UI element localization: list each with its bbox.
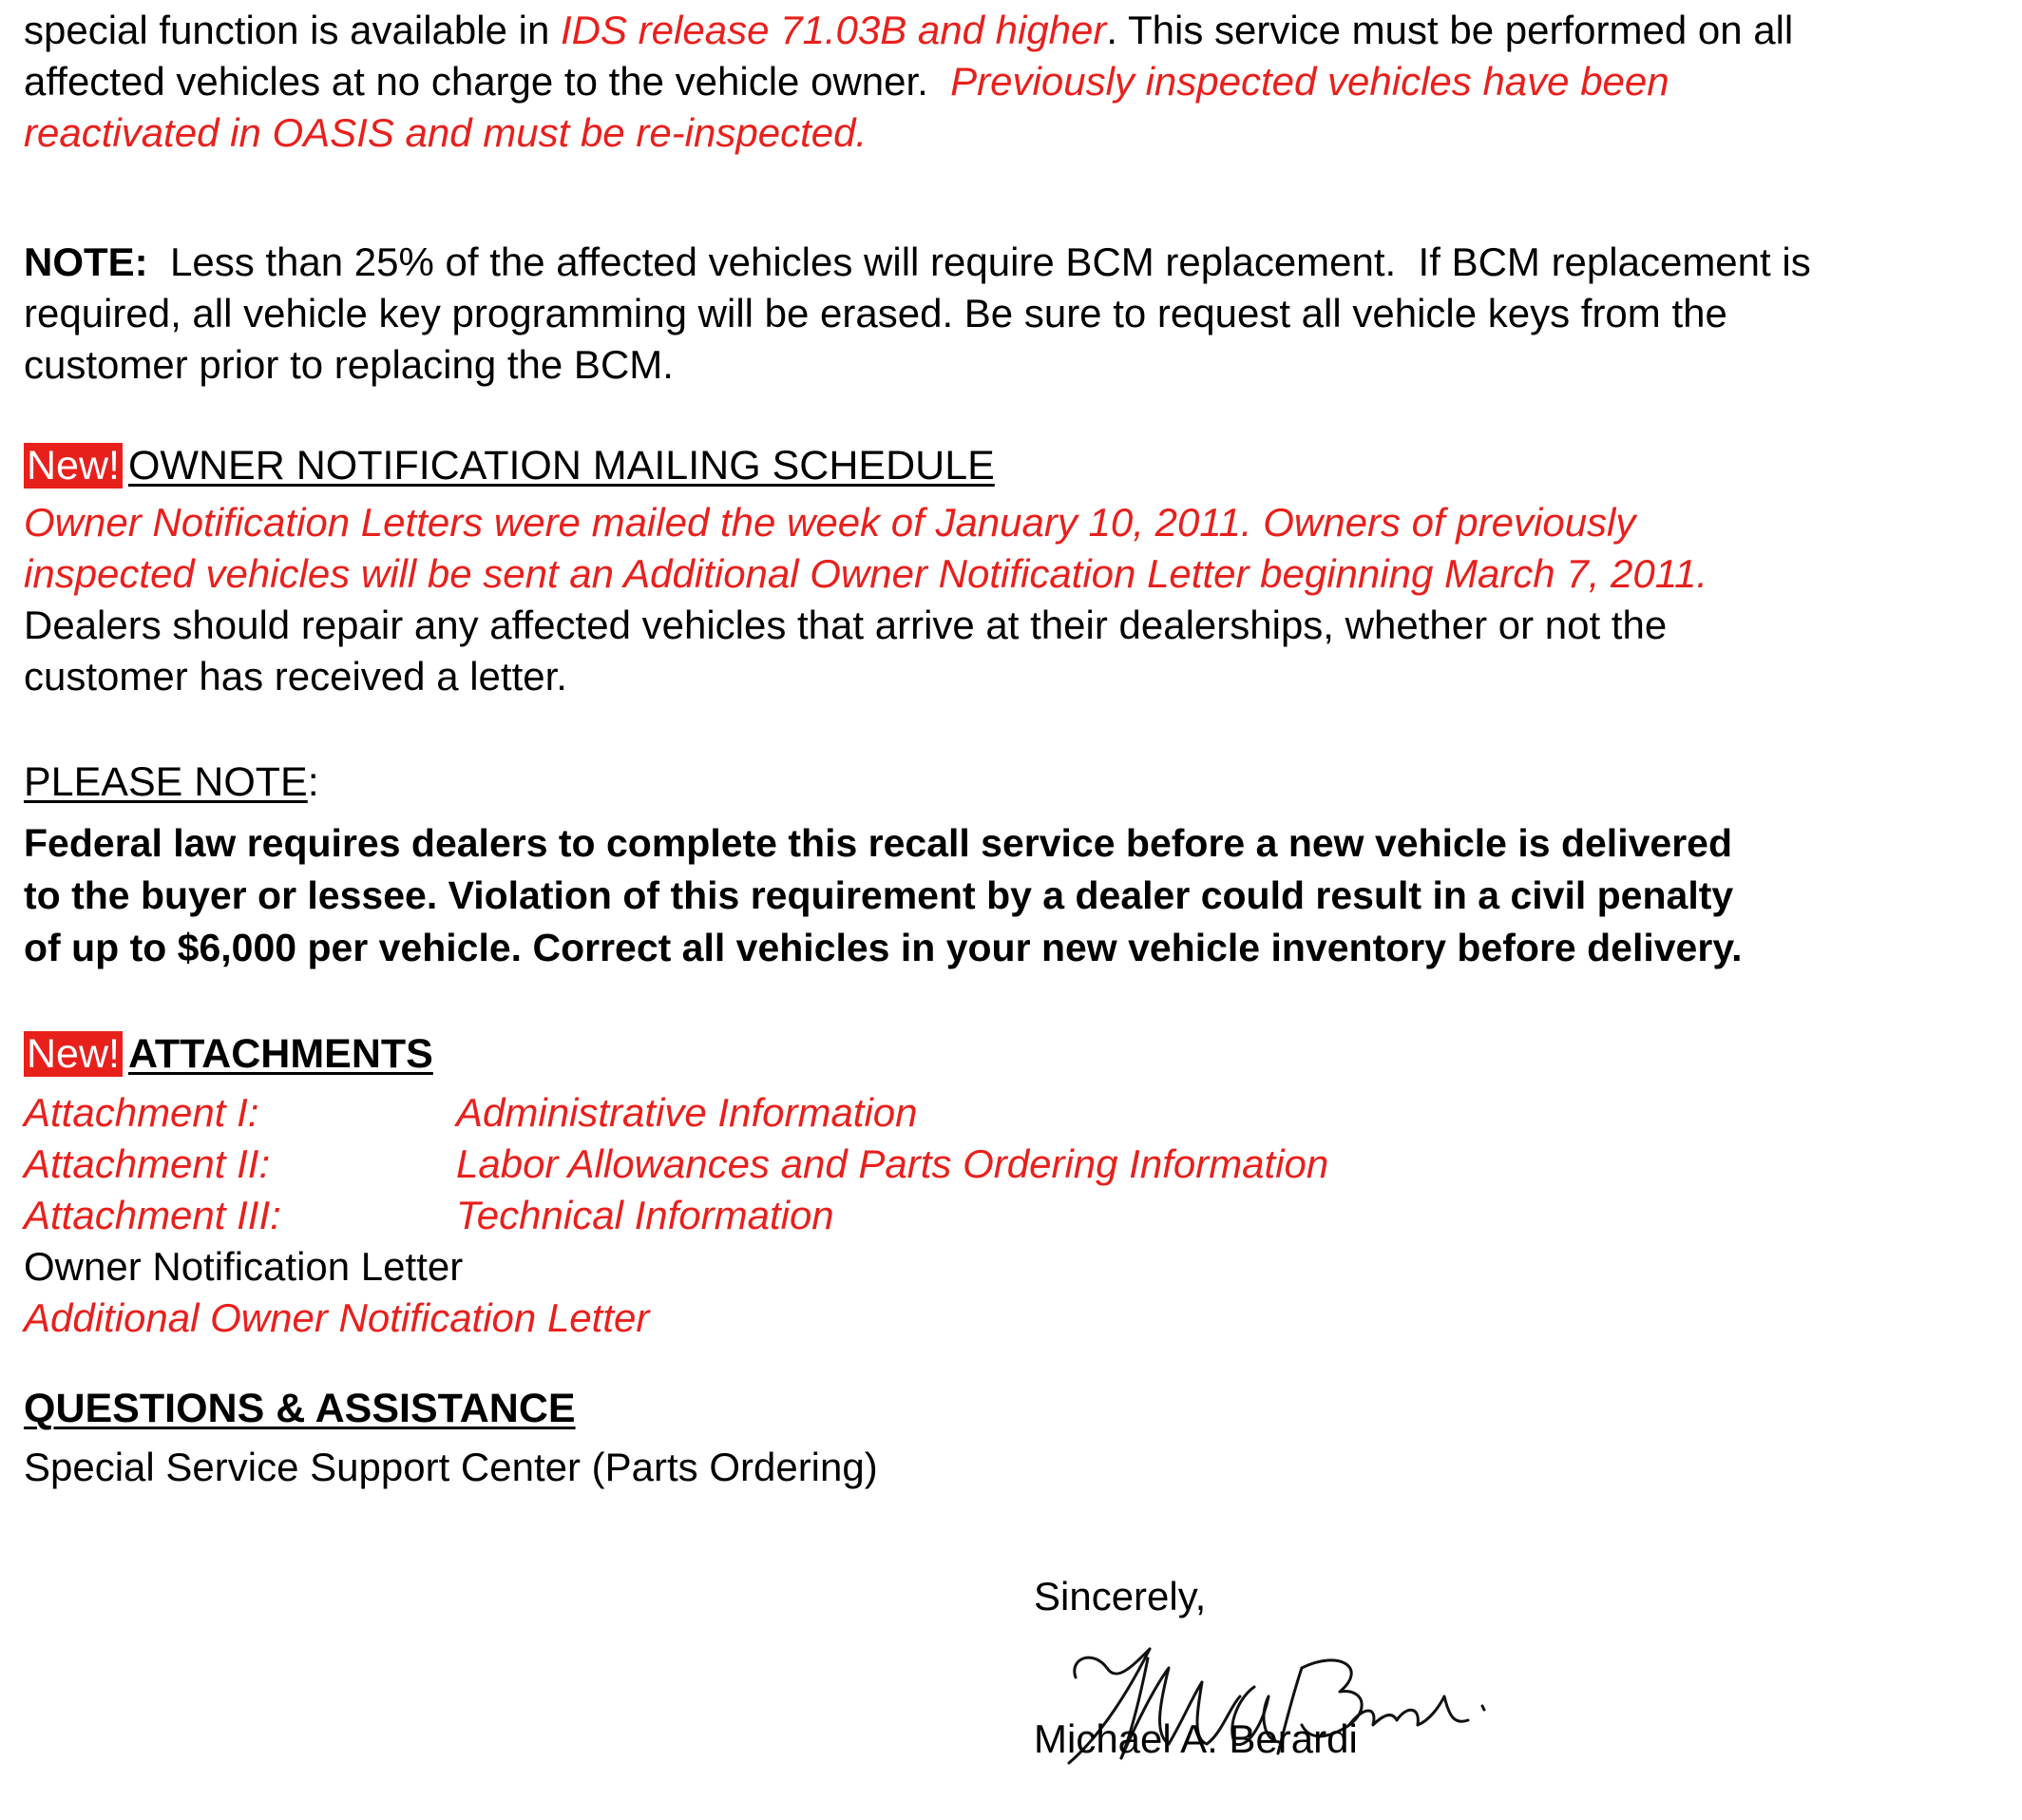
new-badge: New! <box>24 443 123 489</box>
new-badge: New! <box>24 1031 123 1077</box>
intro-text: special function is available in <box>24 8 561 52</box>
attachment-row <box>24 1190 1328 1241</box>
attachment-description: Administrative Information <box>456 1090 918 1135</box>
mailing-text: Dealers should repair any affected vehicles that arrive at their dealerships, whether or not the <box>24 603 1668 647</box>
legal-text: Federal law requires dealers to complete this recall service before a new vehicle is delivered <box>24 821 1732 865</box>
intro-paragraph <box>24 5 1793 159</box>
attachments-heading: ATTACHMENTS <box>127 1031 433 1077</box>
reactivated-notice: reactivated in OASIS and must be re-inspected. <box>24 110 868 155</box>
note-text: customer prior to replacing the BCM. <box>24 342 674 387</box>
additional-owner-letter-item: Additional Owner Notification Letter <box>24 1295 650 1340</box>
note-line-1 <box>24 237 1811 288</box>
reactivated-notice: Previously inspected vehicles have been <box>950 59 1669 104</box>
please-note-section <box>24 757 1742 974</box>
attachment-description: Technical Information <box>456 1193 834 1237</box>
ids-release-text: IDS release 71.03B and higher <box>561 8 1107 52</box>
mailing-schedule-heading: OWNER NOTIFICATION MAILING SCHEDULE <box>127 443 995 489</box>
attachment-row <box>24 1139 1328 1190</box>
mailing-date-text: Owner Notification Letters were mailed the week of January 10, 2011. Owners of previously <box>24 500 1636 545</box>
attachments-heading-row <box>24 1028 1328 1087</box>
note-text: Less than 25% of the affected vehicles will require BCM replacement. If BCM replacement is <box>147 239 1811 284</box>
mailing-schedule-section <box>24 440 1707 702</box>
owner-notification-letter-item: Owner Notification Letter <box>24 1244 464 1289</box>
please-note-heading: PLEASE NOTE <box>24 759 308 805</box>
note-paragraph <box>24 237 1811 391</box>
intro-text: affected vehicles at no charge to the vehicle owner. <box>24 59 951 104</box>
attachment-label: Attachment III: <box>24 1193 281 1237</box>
mailing-schedule-heading-row <box>24 440 1707 497</box>
attachments-section <box>24 1028 1328 1344</box>
please-note-heading-row <box>24 757 1742 817</box>
questions-section <box>24 1383 878 1493</box>
support-center-text: Special Service Support Center (Parts Ordering) <box>24 1445 878 1489</box>
please-note-colon: : <box>307 759 319 805</box>
attachment-description: Labor Allowances and Parts Ordering Information <box>456 1141 1329 1186</box>
legal-text: of up to $6,000 per vehicle. Correct all vehicles in your new vehicle inventory before delivery. <box>24 926 1743 969</box>
intro-line-2 <box>24 56 1793 107</box>
attachment-row <box>24 1087 1328 1139</box>
mailing-date-text: inspected vehicles will be sent an Additional Owner Notification Letter beginning March 7, 2011. <box>24 551 1708 596</box>
note-label: NOTE: <box>24 239 148 284</box>
closing-salutation: Sincerely, <box>1034 1574 1207 1619</box>
intro-text: . This service must be performed on all <box>1106 8 1794 52</box>
legal-text: to the buyer or lessee. Violation of this requirement by a dealer could result in a civil penalty <box>24 873 1734 917</box>
questions-heading: QUESTIONS & ASSISTANCE <box>24 1386 576 1431</box>
signatory-name: Michael A. Berardi <box>1034 1716 1358 1761</box>
intro-line-1 <box>24 5 1793 56</box>
attachment-label: Attachment II: <box>24 1141 271 1186</box>
attachment-label: Attachment I: <box>24 1090 259 1135</box>
mailing-text: customer has received a letter. <box>24 654 567 699</box>
note-text: required, all vehicle key programming will be erased. Be sure to request all vehicle keys from the <box>24 291 1727 335</box>
